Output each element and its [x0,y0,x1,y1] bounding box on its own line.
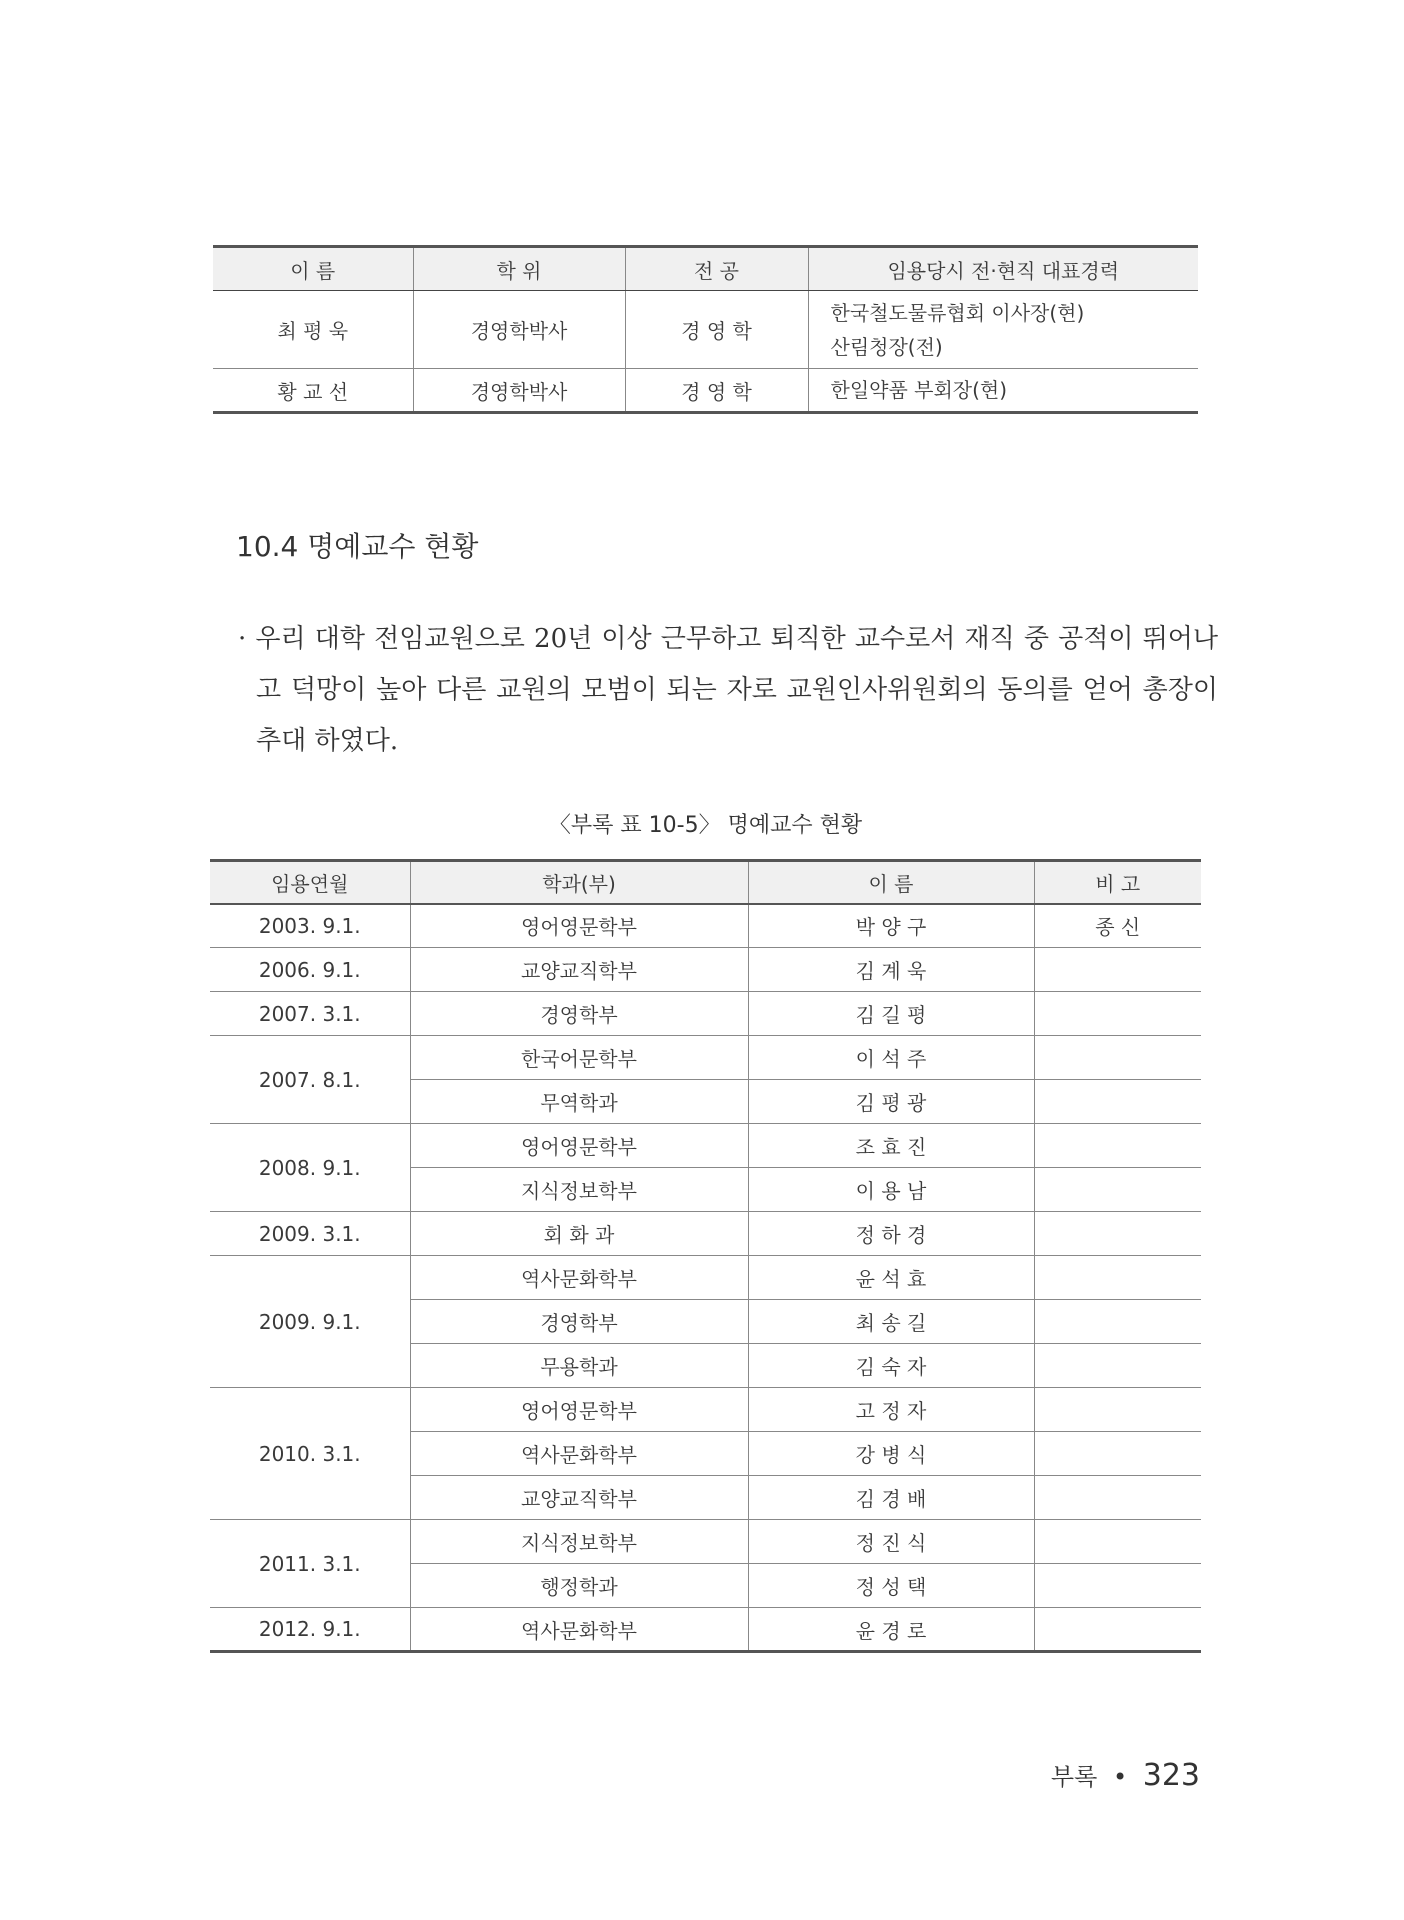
table-row [210,992,1201,1036]
cell-appointment-date: 2003. 9.1. [258,913,361,938]
table-row [210,1036,1201,1080]
cell-note [1034,1520,1201,1564]
table-caption: 〈부록 표 10-5〉 명예교수 현황 [548,813,863,838]
cell-department: 지식정보학부 [410,1520,748,1564]
cell-appointment-date: 2006. 9.1. [258,957,361,982]
cell-name: 강 병 식 [748,1432,1034,1476]
cell-name: 이 석 주 [748,1036,1034,1080]
table-row [213,291,1198,369]
header-career: 임용당시 전·현직 대표경력 [808,247,1198,291]
table-row [210,904,1201,948]
cell-name: 정 성 택 [748,1564,1034,1608]
footer-separator: • [1112,1763,1128,1791]
cell-name: 김 숙 자 [748,1344,1034,1388]
cell-name: 김 경 배 [748,1476,1034,1520]
header-appointment-date: 임용연월 [210,861,410,904]
cell-note [1034,1168,1201,1212]
footer-label: 부록 [1050,1763,1098,1791]
table-row [210,1388,1201,1432]
page-number: 323 [1142,1758,1200,1793]
cell-department: 무역학과 [410,1080,748,1124]
cell-note [1034,1080,1201,1124]
cell-appointment-date: 2009. 3.1. [258,1221,361,1246]
cell-name: 최 송 길 [748,1300,1034,1344]
cell-note [1034,948,1201,992]
cell-note [1034,1344,1201,1388]
header-degree: 학 위 [413,247,625,291]
header-major: 전 공 [625,247,808,291]
career-line: 한국철도물류협회 이사장(현) [830,300,1085,325]
table-row [210,948,1201,992]
table-row [210,1256,1201,1300]
cell-name: 고 정 자 [748,1388,1034,1432]
cell-department: 무용학과 [410,1344,748,1388]
cell-note [1034,1256,1201,1300]
cell-name: 최 평 욱 [277,319,349,343]
cell-major: 경 영 학 [625,369,808,413]
cell-department: 영어영문학부 [410,904,748,948]
cell-department: 지식정보학부 [410,1168,748,1212]
cell-career [808,291,1198,369]
cell-appointment-date: 2010. 3.1. [258,1441,361,1466]
cell-appointment-date: 2007. 3.1. [258,1001,361,1026]
table-row [213,369,1198,413]
cell-name: 정 진 식 [748,1520,1034,1564]
career-line: 한일약품 부회장(현) [830,378,1008,402]
career-line: 산림청장(전) [830,334,943,359]
table-header-row [213,247,1198,291]
cell-note [1034,1300,1201,1344]
page-footer [1051,1757,1200,1793]
cell-degree: 경영학박사 [413,291,625,369]
cell-note [1034,1388,1201,1432]
cell-department: 역사문화학부 [410,1432,748,1476]
cell-note [1034,1036,1201,1080]
cell-name: 김 길 평 [748,992,1034,1036]
cell-name: 윤 석 효 [748,1256,1034,1300]
cell-department: 교양교직학부 [410,948,748,992]
cell-name: 정 하 경 [748,1212,1034,1256]
header-name: 이 름 [748,861,1034,904]
table-header-row [210,861,1201,904]
cell-appointment-date: 2011. 3.1. [258,1551,361,1576]
table-row [210,1520,1201,1564]
cell-note [1034,1564,1201,1608]
section-title: 10.4 명예교수 현황 [236,530,479,563]
header-name: 이 름 [213,247,413,291]
cell-department: 역사문화학부 [410,1608,748,1652]
cell-department: 경영학부 [410,1300,748,1344]
cell-note [1034,1476,1201,1520]
table-row [210,1212,1201,1256]
header-department: 학과(부) [410,861,748,904]
cell-degree: 경영학박사 [413,369,625,413]
cell-major: 경 영 학 [625,291,808,369]
cell-department: 영어영문학부 [410,1124,748,1168]
header-note: 비 고 [1034,861,1201,904]
cell-name: 황 교 선 [277,379,349,404]
cell-note: 종 신 [1034,904,1201,948]
cell-name: 이 용 남 [748,1168,1034,1212]
cell-name: 윤 경 로 [748,1608,1034,1652]
emeritus-table [210,859,1201,1653]
cell-appointment-date: 2008. 9.1. [258,1155,361,1180]
cell-department: 한국어문학부 [410,1036,748,1080]
cell-department: 회 화 과 [410,1212,748,1256]
cell-note [1034,1608,1201,1652]
cell-name: 김 계 욱 [748,948,1034,992]
body-paragraph: · 우리 대학 전임교원으로 20년 이상 근무하고 퇴직한 교수로서 재직 중 공적이 뛰어나고 덕망이 높아 다른 교원의 모범이 되는 자로 교원인사위원회의 동의를 얻어 총장이 추대 하였다. [238,624,1218,756]
cell-department: 행정학과 [410,1564,748,1608]
cell-name: 김 평 광 [748,1080,1034,1124]
cell-department: 경영학부 [410,992,748,1036]
cell-note [1034,1124,1201,1168]
cell-name: 조 효 진 [748,1124,1034,1168]
table-row [210,1124,1201,1168]
cell-name: 박 양 구 [748,904,1034,948]
cell-appointment-date: 2012. 9.1. [258,1617,361,1641]
cell-note [1034,1432,1201,1476]
cell-note [1034,1212,1201,1256]
cell-appointment-date: 2009. 9.1. [258,1309,361,1334]
cell-appointment-date: 2007. 8.1. [258,1067,361,1092]
career-table [213,245,1198,414]
table-row [210,1608,1201,1652]
cell-department: 교양교직학부 [410,1476,748,1520]
cell-career [808,369,1198,413]
cell-department: 영어영문학부 [410,1388,748,1432]
cell-note [1034,992,1201,1036]
cell-department: 역사문화학부 [410,1256,748,1300]
